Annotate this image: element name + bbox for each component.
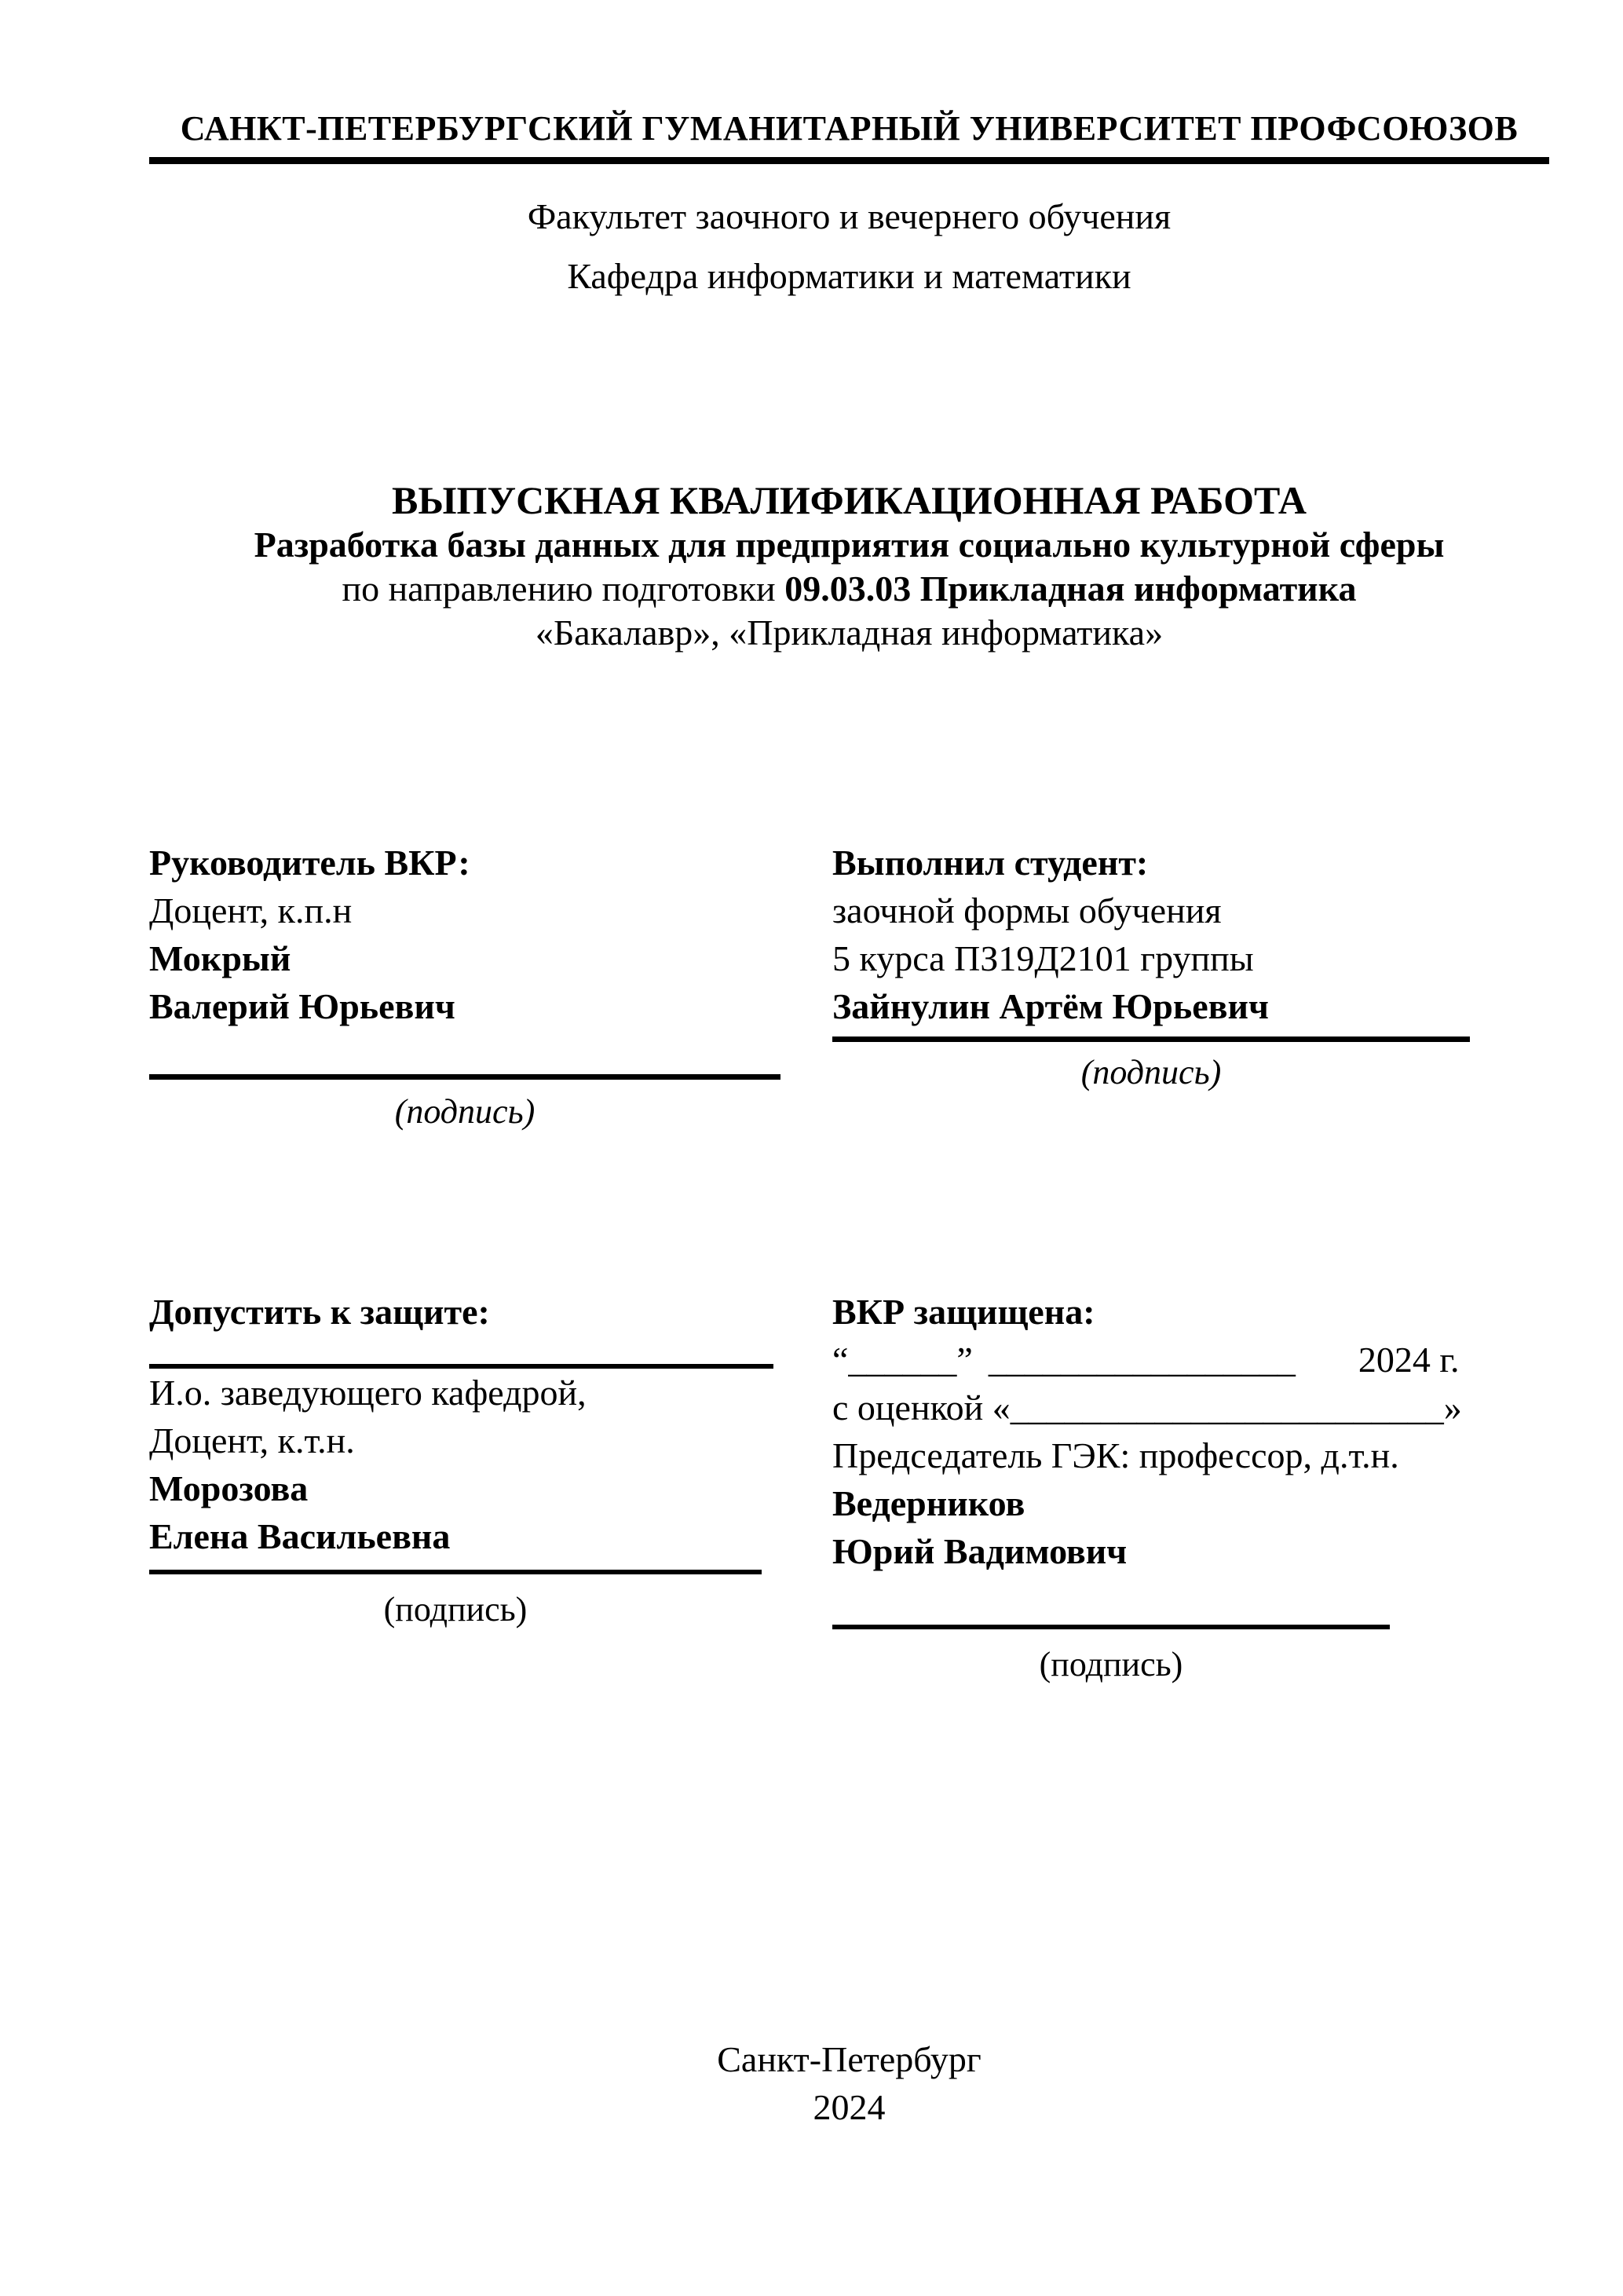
student-column — [832, 839, 1549, 1132]
student-signature-line — [832, 1036, 1470, 1042]
defense-name: Юрий Вадимович — [832, 1531, 1128, 1571]
student-study-form: заочной формы обучения — [832, 890, 1222, 930]
faculty-line: Факультет заочного и вечернего обучения — [527, 196, 1172, 236]
defense-chairman: Председатель ГЭК: профессор, д.т.н. — [832, 1435, 1399, 1475]
admission-acting-head: И.о. заведующего кафедрой, — [149, 1373, 587, 1413]
defense-signature-caption: (подпись) — [1039, 1645, 1183, 1684]
supervisor-name: Валерий Юрьевич — [149, 986, 455, 1026]
work-kind-title: ВЫПУСКНАЯ КВАЛИФИКАЦИОННАЯ РАБОТА — [392, 478, 1307, 522]
work-topic: Разработка базы данных для предприятия социально культурной сферы — [254, 525, 1445, 565]
admission-signature-caption: (подпись) — [383, 1590, 528, 1629]
defense-signature-line — [832, 1625, 1390, 1629]
defense-date-day-blank: “______” — [832, 1340, 973, 1380]
supervisor-heading: Руководитель ВКР: — [149, 843, 470, 883]
defense-heading: ВКР защищена: — [832, 1292, 1095, 1332]
supervisor-position: Доцент, к.п.н — [149, 890, 353, 930]
defense-date-line — [832, 1336, 1549, 1384]
approval-block — [149, 1288, 1549, 1684]
defense-grade-blank: ________________________ — [1010, 1387, 1444, 1428]
defense-grade-prefix: с оценкой « — [832, 1387, 1011, 1428]
admission-column — [149, 1288, 832, 1684]
admission-heading: Допустить к защите: — [149, 1292, 490, 1332]
student-signature-caption: (подпись) — [1080, 1053, 1222, 1091]
defense-grade-line — [832, 1384, 1549, 1431]
student-heading: Выполнил студент: — [832, 843, 1149, 883]
direction-prefix: по направлению подготовки — [342, 569, 785, 609]
footer-year: 2024 — [813, 2087, 886, 2127]
direction-line — [149, 567, 1549, 611]
admission-surname: Морозова — [149, 1468, 309, 1508]
admission-name: Елена Васильевна — [149, 1516, 451, 1556]
defense-column — [832, 1288, 1549, 1684]
direction-code: 09.03.03 Прикладная информатика — [784, 569, 1357, 609]
defense-grade-suffix: » — [1443, 1387, 1462, 1428]
defense-surname: Ведерников — [832, 1483, 1025, 1523]
department-line: Кафедра информатики и математики — [567, 256, 1131, 296]
qualification-line: «Бакалавр», «Прикладная информатика» — [535, 612, 1164, 653]
student-name: Зайнулин Артём Юрьевич — [832, 986, 1269, 1026]
supervisor-signature-line — [149, 1074, 780, 1080]
university-name: САНКТ-ПЕТЕРБУРГСКИЙ ГУМАНИТАРНЫЙ УНИВЕРСИТЕТ ПРОФСОЮЗОВ — [180, 109, 1519, 148]
supervisor-surname: Мокрый — [149, 938, 291, 978]
header-divider — [149, 157, 1549, 164]
footer-city: Санкт-Петербург — [717, 2039, 981, 2079]
work-title-block — [149, 477, 1549, 655]
supervisor-column — [149, 839, 832, 1132]
persons-block — [149, 839, 1549, 1132]
footer-block — [149, 2035, 1549, 2131]
supervisor-signature-caption: (подпись) — [394, 1092, 536, 1131]
admission-signature-line — [149, 1570, 762, 1574]
defense-date-year: 2024 г. — [1358, 1340, 1460, 1380]
defense-date-month-blank: _________________ — [988, 1340, 1296, 1380]
student-group: 5 курса ПЗ19Д2101 группы — [832, 938, 1254, 978]
university-header — [149, 108, 1549, 299]
admission-position: Доцент, к.т.н. — [149, 1420, 355, 1461]
